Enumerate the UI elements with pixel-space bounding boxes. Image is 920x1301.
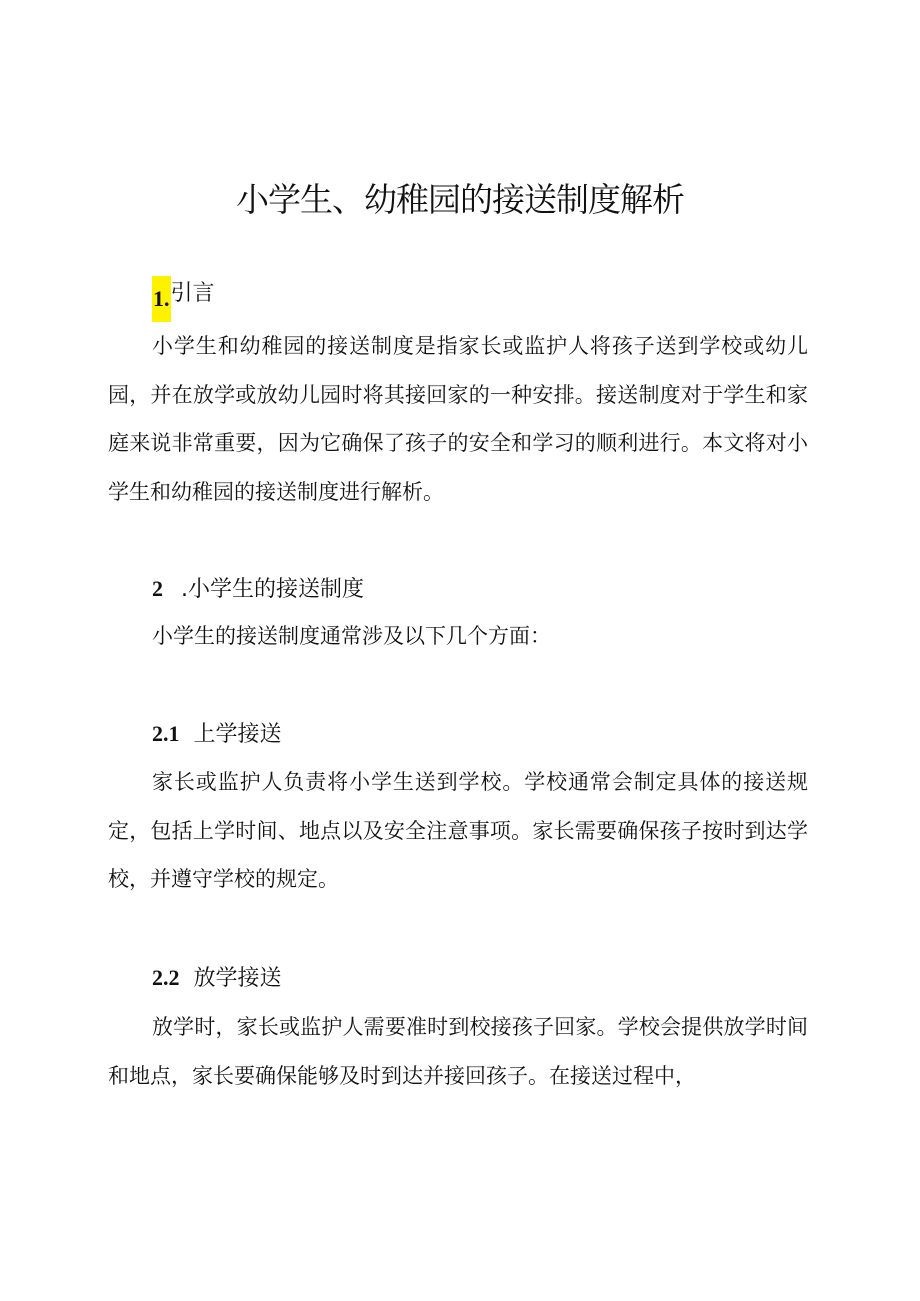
section-title: 引言 — [170, 281, 215, 306]
section-title: 上学接送 — [193, 722, 282, 747]
section-number: 2 — [152, 576, 163, 601]
section-title: .小学生的接送制度 — [181, 577, 364, 602]
section-heading-intro — [152, 276, 215, 322]
section-number-highlighted: 1. — [152, 276, 171, 322]
section-heading-morning-dropoff — [152, 717, 282, 752]
section-number: 2.1 — [152, 721, 180, 746]
section-heading-primary-school — [152, 572, 364, 607]
section-paragraph-intro: 小学生和幼稚园的接送制度是指家长或监护人将孩子送到学校或幼儿园，并在放学或放幼儿园时将其接回家的一种安排。接送制度对于学生和家庭来说非常重要，因为它确保了孩子的安全和学习的顺利进行。本文将对小学生和幼稚园的接送制度进行解析。 — [108, 334, 808, 504]
section-number: 2.2 — [152, 965, 180, 990]
section-paragraph-primary-school: 小学生的接送制度通常涉及以下几个方面： — [152, 624, 551, 648]
section-paragraph-afternoon-pickup: 放学时，家长或监护人需要准时到校接孩子回家。学校会提供放学时间和地点，家长要确保能够及时到达并接回孩子。在接送过程中， — [108, 1015, 808, 1088]
section-heading-afternoon-pickup — [152, 961, 282, 996]
document-title: 小学生、幼稚园的接送制度解析 — [236, 180, 684, 219]
section-paragraph-morning-dropoff: 家长或监护人负责将小学生送到学校。学校通常会制定具体的接送规定，包括上学时间、地点以及安全注意事项。家长需要确保孩子按时到达学校，并遵守学校的规定。 — [108, 770, 808, 891]
section-title: 放学接送 — [193, 966, 282, 991]
